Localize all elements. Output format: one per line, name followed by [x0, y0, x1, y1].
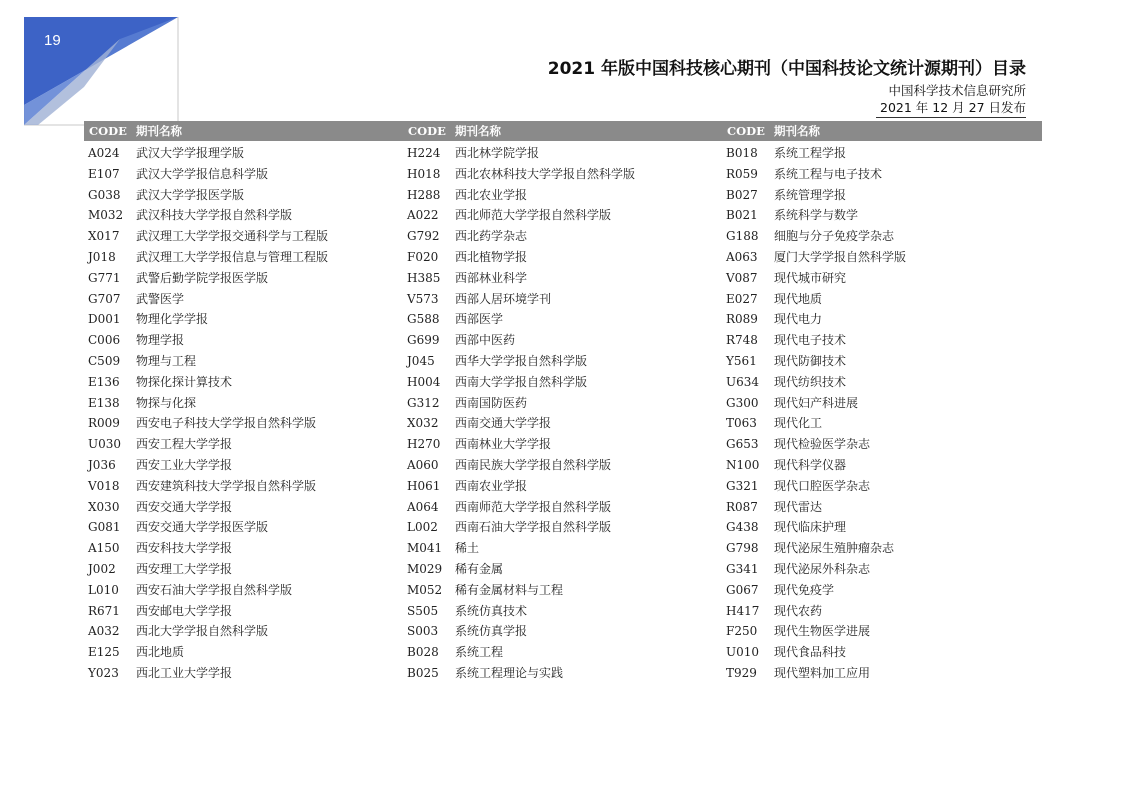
- journal-code: G321: [726, 478, 759, 493]
- journal-name: 西北地质: [136, 645, 185, 660]
- journal-code: U010: [726, 645, 760, 660]
- journal-code: Y561: [726, 353, 757, 368]
- journal-code: X017: [88, 229, 120, 244]
- journal-code: G038: [88, 187, 121, 202]
- journal-name: 现代口腔医学杂志: [774, 478, 871, 493]
- column-header-code: CODE: [727, 124, 765, 138]
- journal-code: M029: [407, 561, 443, 576]
- journal-code: E136: [88, 374, 120, 389]
- journal-code: A032: [88, 624, 120, 639]
- journal-name: 西南交通大学学报: [455, 416, 552, 431]
- column-header-name: 期刊名称: [774, 124, 820, 138]
- journal-code: L002: [407, 520, 438, 535]
- journal-code: S003: [407, 624, 439, 639]
- journal-code: R009: [88, 416, 120, 431]
- journal-name: 现代防御技术: [774, 353, 847, 368]
- journal-name: 现代生物医学进展: [774, 624, 871, 639]
- journal-name: 西南国防医药: [455, 395, 528, 410]
- journal-code: X032: [407, 416, 439, 431]
- journal-name: 现代泌尿外科杂志: [774, 561, 871, 576]
- journal-code: G081: [88, 520, 121, 535]
- journal-code: H385: [407, 270, 441, 285]
- journal-name: 西北植物学报: [455, 249, 528, 264]
- publisher-name: 中国科学技术信息研究所: [888, 83, 1026, 98]
- journal-code: A063: [726, 249, 758, 264]
- journal-code: G653: [726, 437, 759, 452]
- journal-name: 武汉科技大学学报自然科学版: [136, 208, 293, 223]
- journal-code: G188: [726, 229, 759, 244]
- journal-code: R059: [726, 166, 758, 181]
- journal-code: H018: [407, 166, 441, 181]
- journal-name: 系统工程学报: [774, 146, 847, 160]
- journal-name: 西北林学院学报: [455, 146, 540, 160]
- journal-code: A064: [407, 499, 439, 514]
- journal-name: 系统工程: [455, 645, 504, 660]
- journal-code: T063: [726, 416, 757, 431]
- table-header-bar: [84, 121, 1042, 141]
- journal-name: 西南师范大学学报自然科学版: [455, 499, 612, 514]
- journal-name: 现代电子技术: [774, 333, 847, 348]
- journal-code: R089: [726, 312, 758, 327]
- journal-name: 现代农药: [774, 603, 823, 618]
- journal-code: G792: [407, 229, 440, 244]
- journal-name: 现代科学仪器: [774, 457, 847, 472]
- journal-name: 西北工业大学学报: [136, 665, 233, 680]
- journal-name: 西安建筑科技大学学报自然科学版: [136, 478, 317, 493]
- journal-name: 现代雷达: [774, 499, 823, 514]
- journal-code: H061: [407, 478, 441, 493]
- journal-code: S505: [407, 603, 439, 618]
- journal-name: 物理与工程: [136, 353, 197, 368]
- journal-name: 现代临床护理: [774, 520, 847, 535]
- journal-name: 西南民族大学学报自然科学版: [455, 457, 612, 472]
- journal-name: 现代妇产科进展: [774, 395, 859, 410]
- journal-code: T929: [726, 665, 757, 680]
- document-title: 2021 年版中国科技核心期刊（中国科技论文统计源期刊）目录: [547, 59, 1026, 79]
- journal-name: 稀土: [455, 541, 480, 556]
- journal-name: 西南农业学报: [455, 478, 528, 493]
- journal-code: H004: [407, 374, 441, 389]
- journal-code: H417: [726, 603, 760, 618]
- journal-name: 物探化探计算技术: [136, 374, 233, 389]
- journal-code: V087: [726, 270, 758, 285]
- journal-name: 厦门大学学报自然科学版: [774, 249, 907, 264]
- journal-name: 物理化学学报: [136, 312, 209, 327]
- journal-code: H270: [407, 437, 441, 452]
- journal-code: M052: [407, 582, 443, 597]
- journal-name: 西南大学学报自然科学版: [455, 374, 588, 389]
- journal-name: 西北药学杂志: [455, 229, 528, 244]
- journal-name: 西南林业大学学报: [455, 437, 552, 452]
- column-header-name: 期刊名称: [455, 124, 501, 138]
- journal-code: G300: [726, 395, 759, 410]
- journal-name: 系统工程与电子技术: [774, 166, 883, 181]
- journal-name: 稀有金属材料与工程: [455, 582, 564, 597]
- journal-code: A060: [407, 457, 439, 472]
- journal-name: 西安科技大学学报: [136, 541, 233, 556]
- journal-code: N100: [726, 457, 760, 472]
- journal-code: E138: [88, 395, 120, 410]
- journal-code: E125: [88, 645, 120, 660]
- journal-name: 现代泌尿生殖肿瘤杂志: [774, 541, 895, 556]
- journal-code: G438: [726, 520, 759, 535]
- journal-name: 系统仿真学报: [455, 624, 528, 639]
- journal-code: C509: [88, 353, 121, 368]
- journal-code: B018: [726, 146, 758, 160]
- journal-code: G771: [88, 270, 121, 285]
- column-header-code: CODE: [408, 124, 446, 138]
- journal-code: E107: [88, 166, 120, 181]
- journal-code: G341: [726, 561, 759, 576]
- journal-name: 系统仿真技术: [455, 603, 528, 618]
- journal-code: G588: [407, 312, 440, 327]
- journal-name: 西安交通大学学报医学版: [136, 520, 269, 535]
- journal-code: G798: [726, 541, 759, 556]
- journal-code: U634: [726, 374, 760, 389]
- journal-code: E027: [726, 291, 758, 306]
- journal-code: B027: [726, 187, 758, 202]
- journal-name: 武汉大学学报医学版: [136, 187, 245, 202]
- journal-code: M032: [88, 208, 124, 223]
- journal-code: H288: [407, 187, 441, 202]
- journal-name: 西安理工大学学报: [136, 561, 233, 576]
- journal-code: X030: [88, 499, 120, 514]
- journal-name: 物探与化探: [136, 395, 197, 410]
- journal-code: R748: [726, 333, 758, 348]
- journal-name: 系统工程理论与实践: [455, 665, 564, 680]
- journal-name: 西北农林科技大学学报自然科学版: [455, 166, 636, 181]
- journal-name: 西北农业学报: [455, 187, 528, 202]
- journal-code: A150: [88, 541, 120, 556]
- journal-name: 西安电子科技大学学报自然科学版: [136, 416, 317, 431]
- column-header-name: 期刊名称: [136, 124, 182, 138]
- page-number: 19: [44, 32, 61, 49]
- journal-code: C006: [88, 333, 121, 348]
- journal-name: 西安邮电大学学报: [136, 603, 233, 618]
- journal-name: 现代纺织技术: [774, 374, 847, 389]
- journal-code: M041: [407, 541, 443, 556]
- journal-code: D001: [88, 312, 121, 327]
- document-header: [548, 56, 1026, 116]
- journal-code: G707: [88, 291, 121, 306]
- journal-code: V573: [407, 291, 439, 306]
- journal-name: 现代塑料加工应用: [774, 665, 871, 680]
- journal-code: B028: [407, 645, 439, 660]
- journal-name: 西部人居环境学刊: [455, 291, 552, 306]
- journal-name: 物理学报: [136, 333, 185, 348]
- column-header-code: CODE: [89, 124, 127, 138]
- journal-code: F020: [407, 249, 439, 264]
- journal-name: 现代电力: [774, 312, 823, 327]
- journal-code: U030: [88, 437, 122, 452]
- journal-name: 西安石油大学学报自然科学版: [136, 582, 293, 597]
- journal-code: R671: [88, 603, 120, 618]
- header-underline: [876, 117, 1026, 118]
- journal-name: 现代检验医学杂志: [774, 437, 871, 452]
- journal-code: B021: [726, 208, 758, 223]
- journal-code: A022: [407, 208, 439, 223]
- journal-code: J002: [88, 561, 116, 576]
- journal-code: Y023: [88, 665, 119, 680]
- publish-date: 2021 年 12 月 27 日发布: [880, 100, 1026, 115]
- journal-code: L010: [88, 582, 119, 597]
- journal-name: 西部医学: [455, 312, 504, 327]
- journal-name: 系统科学与数学: [774, 208, 859, 223]
- journal-name: 现代化工: [774, 416, 823, 431]
- journal-code: J036: [88, 457, 116, 472]
- journal-name: 西华大学学报自然科学版: [455, 353, 588, 368]
- journal-code: J045: [407, 353, 435, 368]
- journal-code: A024: [88, 146, 120, 160]
- journal-code: H224: [407, 146, 441, 160]
- journal-name: 武警医学: [136, 291, 185, 306]
- journal-code: V018: [88, 478, 120, 493]
- journal-name: 西部中医药: [455, 333, 516, 348]
- journal-name: 西安工业大学学报: [136, 457, 233, 472]
- journal-name: 西部林业科学: [455, 270, 528, 285]
- journal-code: G067: [726, 582, 759, 597]
- journal-code: F250: [726, 624, 758, 639]
- journal-name: 武汉大学学报理学版: [136, 146, 245, 160]
- journal-code: G699: [407, 333, 440, 348]
- journal-name: 武警后勤学院学报医学版: [136, 270, 269, 285]
- journal-name: 细胞与分子免疫学杂志: [774, 229, 895, 244]
- journal-name: 武汉理工大学学报交通科学与工程版: [136, 229, 329, 244]
- journal-code: R087: [726, 499, 758, 514]
- journal-name: 西北大学学报自然科学版: [136, 624, 269, 639]
- journal-name: 武汉大学学报信息科学版: [136, 166, 269, 181]
- journal-name: 西南石油大学学报自然科学版: [455, 520, 612, 535]
- journal-name: 现代地质: [774, 291, 823, 306]
- journal-name: 西安交通大学学报: [136, 499, 233, 514]
- journal-code: G312: [407, 395, 440, 410]
- journal-name: 西安工程大学学报: [136, 437, 233, 452]
- journal-code: B025: [407, 665, 439, 680]
- journal-name: 现代城市研究: [774, 270, 847, 285]
- journal-name: 系统管理学报: [774, 187, 847, 202]
- journal-name: 稀有金属: [455, 561, 504, 576]
- journal-code: J018: [88, 249, 116, 264]
- journal-name: 现代食品科技: [774, 645, 847, 660]
- journal-name: 现代免疫学: [774, 582, 835, 597]
- journal-name: 武汉理工大学学报信息与管理工程版: [136, 249, 329, 264]
- journal-name: 西北师范大学学报自然科学版: [455, 208, 612, 223]
